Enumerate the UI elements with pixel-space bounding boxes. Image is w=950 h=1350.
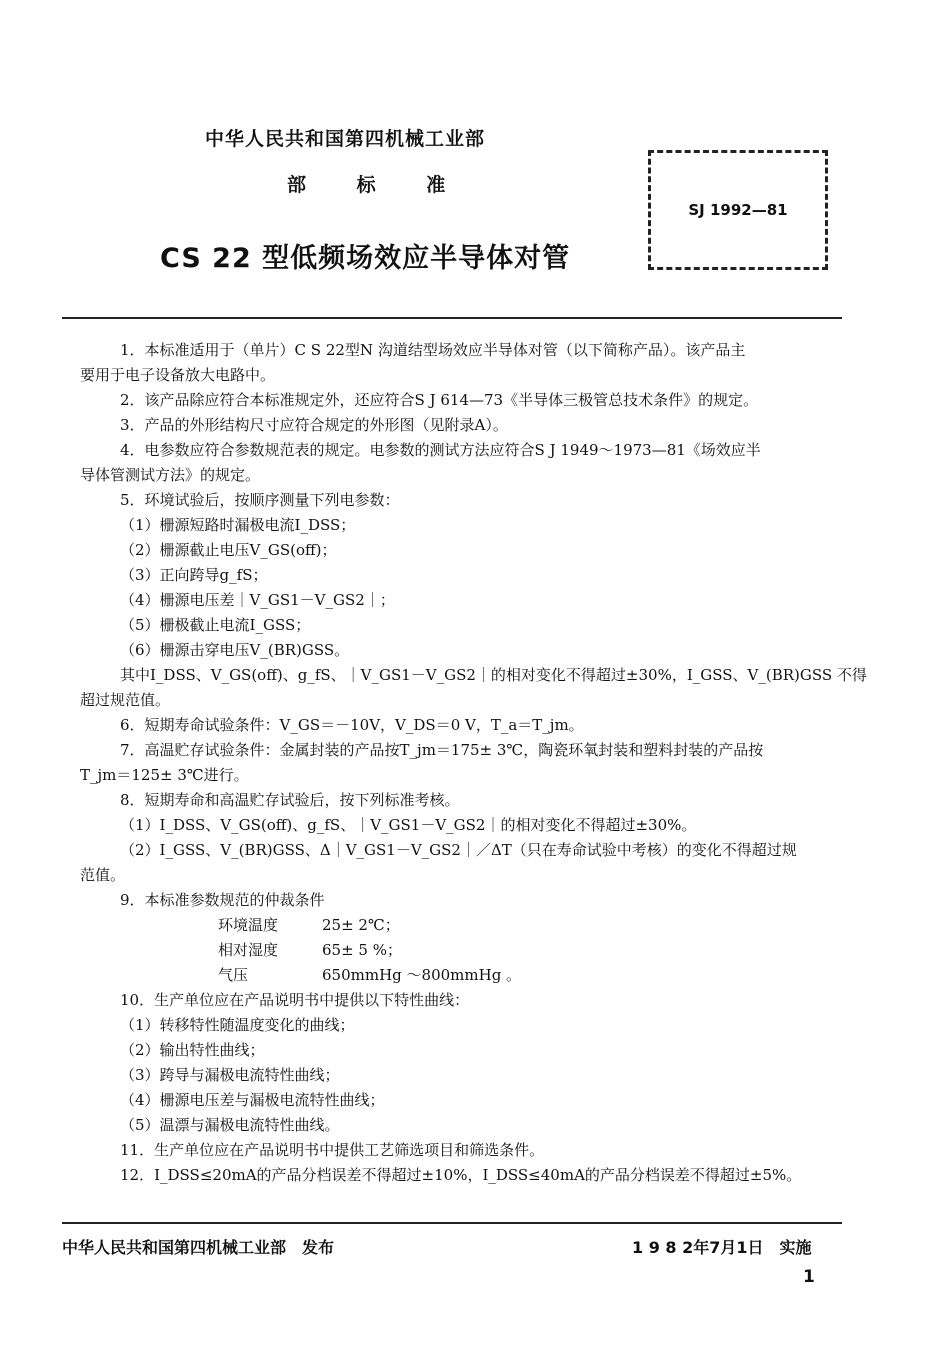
paragraph-line: 1．本标准适用于（单片）C S 22型N 沟道结型场效应半导体对管（以下简称产品）。该产品主: [120, 341, 746, 359]
paragraph-line: （4）栅源电压差与漏极电流特性曲线；: [120, 1091, 385, 1109]
paragraph-line: （2）I_GSS、V_(BR)GSS、Δ｜V_GS1－V_GS2｜／ΔT（只在寿命试验中考核）的变化不得超过规: [120, 841, 797, 859]
paragraph-group-2: [80, 988, 848, 1188]
paragraph-line: （2）栅源截止电压V_GS(off)；: [120, 541, 337, 559]
paragraph-line: （1）栅源短路时漏极电流I_DSS；: [120, 516, 356, 534]
paragraph-line: （1）I_DSS、V_GS(off)、g_fS、｜V_GS1－V_GS2｜的相对变化不得超过±30%。: [120, 816, 697, 834]
paragraph-line: 9．本标准参数规范的仲裁条件: [120, 891, 325, 909]
paragraph-line: （3）正向跨导g_fS；: [120, 566, 268, 584]
std-type-char: 准: [426, 174, 446, 196]
paragraph-line: （5）栅极截止电流I_GSS；: [120, 616, 311, 634]
condition-value: 650mmHg ～800mmHg 。: [322, 966, 522, 984]
standard-code: SJ 1992—81: [688, 201, 788, 219]
paragraph-line: 10．生产单位应在产品说明书中提供以下特性曲线：: [120, 991, 470, 1009]
paragraph-line: 5．环境试验后，按顺序测量下列电参数：: [120, 491, 400, 509]
paragraph-line: 导体管测试方法》的规定。: [80, 466, 261, 484]
std-type-char: 标: [356, 174, 376, 196]
footer-publisher: 中华人民共和国第四机械工业部 发布: [62, 1238, 335, 1257]
paragraph-line: T_jm＝125± 3℃进行。: [80, 766, 249, 784]
paragraph-line: （6）栅源击穿电压V_(BR)GSS。: [120, 641, 350, 659]
paragraph-line: （2）输出特性曲线；: [120, 1041, 265, 1059]
paragraph-line: 其中I_DSS、V_GS(off)、g_fS、｜V_GS1－V_GS2｜的相对变化不得超过±30%，I_GSS、V_(BR)GSS 不得: [120, 666, 867, 684]
condition-row: [80, 913, 848, 938]
paragraph-line: 2．该产品除应符合本标准规定外，还应符合S J 614—73《半导体三极管总技术条件》的规定。: [120, 391, 759, 409]
document-title: CS 22 型低频场效应半导体对管: [160, 243, 571, 274]
arbitration-conditions: [80, 913, 848, 988]
condition-row: [80, 938, 848, 963]
paragraph-line: 8．短期寿命和高温贮存试验后，按下列标准考核。: [120, 791, 460, 809]
paragraph-line: 7．高温贮存试验条件：金属封装的产品按T_jm＝175± 3℃，陶瓷环氧封装和塑料封装的产品按: [120, 741, 764, 759]
paragraph-line: （5）温漂与漏极电流特性曲线。: [120, 1116, 340, 1134]
paragraph-line: 要用于电子设备放大电路中。: [80, 366, 276, 384]
paragraph-line: 3．产品的外形结构尺寸应符合规定的外形图（见附录A）。: [120, 416, 508, 434]
paragraph-line: 11．生产单位应在产品说明书中提供工艺筛选项目和筛选条件。: [120, 1141, 545, 1159]
condition-key: 相对湿度: [218, 941, 279, 959]
condition-value: 65± 5 %；: [322, 941, 402, 959]
std-type-char: 部: [287, 174, 307, 196]
condition-value: 25± 2℃；: [322, 916, 400, 934]
condition-key: 气压: [218, 966, 249, 984]
bottom-divider: [62, 1222, 842, 1224]
document-body: [80, 338, 867, 1188]
paragraph-line: （4）栅源电压差｜V_GS1－V_GS2｜；: [120, 591, 395, 609]
footer-effective-date: 1 9 8 2年7月1日 实施: [632, 1238, 812, 1257]
paragraph-line: 4．电参数应符合参数规范表的规定。电参数的测试方法应符合S J 1949～1973—81《场效应半: [120, 441, 761, 459]
paragraph-line: 范值。: [80, 866, 126, 884]
paragraph-group-1: [80, 338, 867, 913]
page-number: 1: [803, 1267, 815, 1287]
standard-code-box: [648, 150, 828, 270]
paragraph-line: （1）转移特性随温度变化的曲线；: [120, 1016, 355, 1034]
paragraph-line: （3）跨导与漏极电流特性曲线；: [120, 1066, 340, 1084]
condition-key: 环境温度: [218, 916, 279, 934]
standard-type-heading: [287, 170, 489, 197]
ministry-heading: 中华人民共和国第四机械工业部: [205, 128, 486, 150]
condition-row: [80, 963, 848, 988]
top-divider: [62, 317, 842, 319]
paragraph-line: 12．I_DSS≤20mA的产品分档误差不得超过±10%，I_DSS≤40mA的产品分档误差不得超过±5%。: [120, 1166, 802, 1184]
paragraph-line: 6．短期寿命试验条件：V_GS＝－10V，V_DS＝0 V，T_a＝T_jm。: [120, 716, 584, 734]
paragraph-line: 超过规范值。: [80, 691, 171, 709]
